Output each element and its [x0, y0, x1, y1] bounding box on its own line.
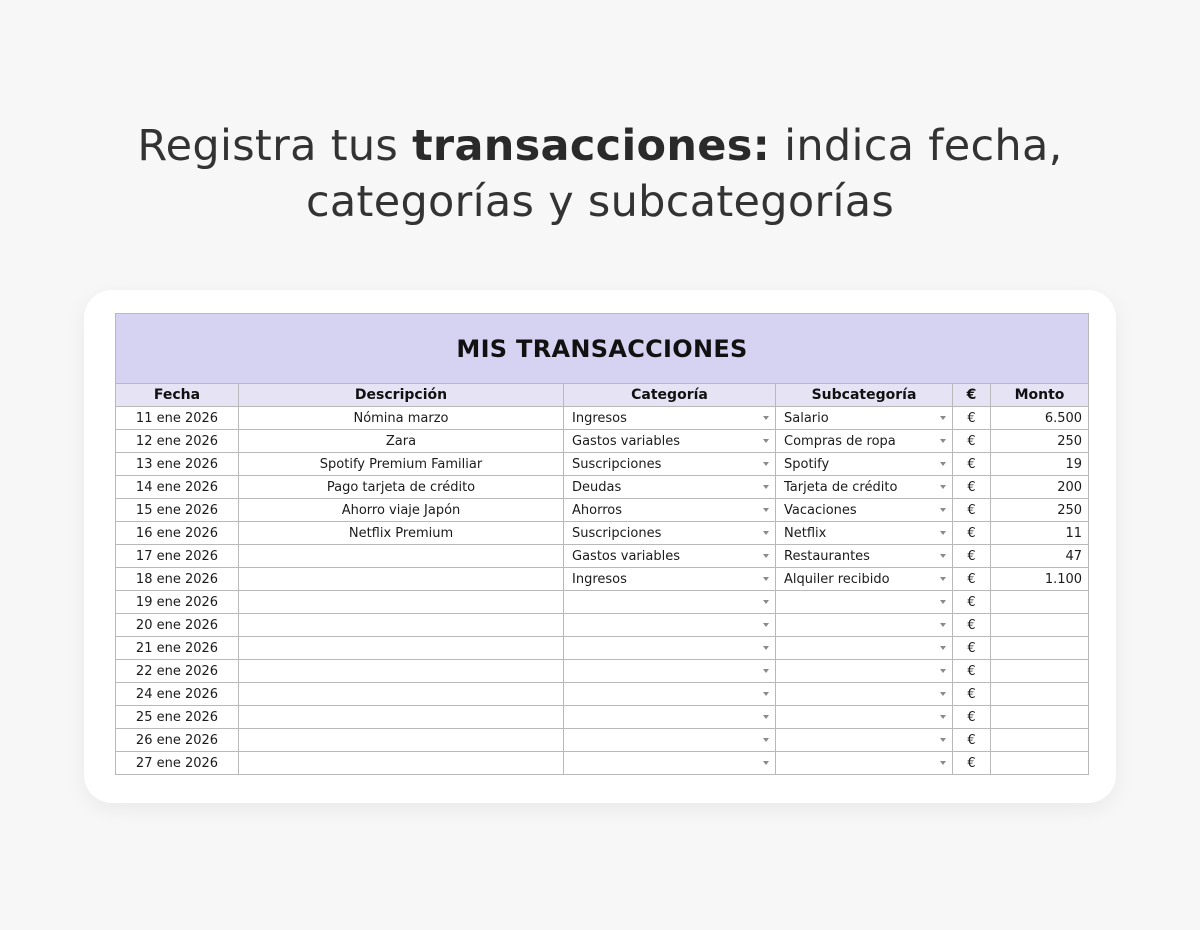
cell-descripcion-value: Zara: [385, 433, 417, 449]
cell-currency[interactable]: [953, 476, 991, 499]
cell-monto[interactable]: [991, 683, 1089, 706]
cell-descripcion-value: Nómina marzo: [353, 410, 449, 426]
column-header-subcategoria[interactable]: Subcategoría: [776, 384, 953, 407]
cell-currency-value: €: [967, 410, 976, 426]
cell-descripcion[interactable]: [239, 430, 564, 453]
cell-currency[interactable]: [953, 407, 991, 430]
cell-currency[interactable]: [953, 453, 991, 476]
chevron-down-icon[interactable]: [940, 738, 946, 742]
table-row: [116, 729, 1089, 752]
cell-subcategoria-dropdown-value: Vacaciones: [784, 502, 857, 518]
cell-fecha-value: 20 ene 2026: [135, 617, 219, 633]
cell-monto[interactable]: [991, 407, 1089, 430]
cell-categoria-dropdown-value: Gastos variables: [572, 548, 680, 564]
cell-subcategoria-dropdown[interactable]: [776, 637, 953, 660]
cell-monto[interactable]: [991, 522, 1089, 545]
chevron-down-icon[interactable]: [763, 669, 769, 673]
cell-fecha-value: 15 ene 2026: [135, 502, 219, 518]
cell-fecha[interactable]: [116, 660, 239, 683]
cell-descripcion[interactable]: [239, 683, 564, 706]
cell-categoria-dropdown[interactable]: [564, 637, 776, 660]
cell-categoria-dropdown[interactable]: [564, 660, 776, 683]
table-row: [116, 407, 1089, 430]
chevron-down-icon[interactable]: [940, 508, 946, 512]
chevron-down-icon[interactable]: [763, 738, 769, 742]
cell-categoria-dropdown[interactable]: [564, 430, 776, 453]
cell-subcategoria-dropdown[interactable]: [776, 499, 953, 522]
column-header-currency[interactable]: €: [953, 384, 991, 407]
cell-monto-value: 1.100: [1044, 571, 1083, 587]
chevron-down-icon[interactable]: [763, 715, 769, 719]
cell-descripcion[interactable]: [239, 752, 564, 775]
table-row: [116, 453, 1089, 476]
cell-categoria-dropdown[interactable]: [564, 453, 776, 476]
cell-categoria-dropdown[interactable]: [564, 706, 776, 729]
cell-fecha[interactable]: [116, 591, 239, 614]
chevron-down-icon[interactable]: [763, 577, 769, 581]
cell-descripcion[interactable]: [239, 407, 564, 430]
cell-subcategoria-dropdown[interactable]: [776, 407, 953, 430]
cell-descripcion-value: Netflix Premium: [348, 525, 454, 541]
chevron-down-icon[interactable]: [940, 439, 946, 443]
headline-line-1: [0, 118, 1200, 174]
cell-fecha[interactable]: [116, 568, 239, 591]
cell-categoria-dropdown-value: Ahorros: [572, 502, 622, 518]
chevron-down-icon[interactable]: [940, 462, 946, 466]
cell-monto[interactable]: [991, 660, 1089, 683]
chevron-down-icon[interactable]: [763, 623, 769, 627]
cell-monto[interactable]: [991, 476, 1089, 499]
cell-monto-value: 19: [1065, 456, 1083, 472]
cell-currency[interactable]: [953, 591, 991, 614]
cell-fecha[interactable]: [116, 522, 239, 545]
cell-monto[interactable]: [991, 752, 1089, 775]
table-row: [116, 522, 1089, 545]
table-row: [116, 591, 1089, 614]
table-row: [116, 706, 1089, 729]
cell-currency-value: €: [967, 663, 976, 679]
chevron-down-icon[interactable]: [763, 761, 769, 765]
cell-currency[interactable]: [953, 568, 991, 591]
chevron-down-icon[interactable]: [940, 692, 946, 696]
cell-subcategoria-dropdown[interactable]: [776, 476, 953, 499]
cell-descripcion[interactable]: [239, 614, 564, 637]
chevron-down-icon[interactable]: [763, 439, 769, 443]
cell-monto[interactable]: [991, 453, 1089, 476]
cell-currency-value: €: [967, 640, 976, 656]
headline-line-2: categorías y subcategorías: [305, 177, 895, 227]
cell-categoria-dropdown[interactable]: [564, 614, 776, 637]
column-header-descripcion[interactable]: Descripción: [239, 384, 564, 407]
cell-currency-value: €: [967, 479, 976, 495]
headline-bold-text: transacciones:: [412, 121, 771, 171]
cell-subcategoria-dropdown[interactable]: [776, 614, 953, 637]
table-row: [116, 545, 1089, 568]
spreadsheet-card: [84, 290, 1116, 803]
cell-subcategoria-dropdown[interactable]: [776, 568, 953, 591]
cell-categoria-dropdown[interactable]: [564, 591, 776, 614]
cell-fecha[interactable]: [116, 407, 239, 430]
cell-currency-value: €: [967, 732, 976, 748]
cell-currency-value: €: [967, 502, 976, 518]
cell-descripcion[interactable]: [239, 637, 564, 660]
cell-currency[interactable]: [953, 683, 991, 706]
chevron-down-icon[interactable]: [940, 669, 946, 673]
table-row: [116, 683, 1089, 706]
cell-monto-value: 250: [1057, 433, 1083, 449]
cell-monto[interactable]: [991, 591, 1089, 614]
cell-monto[interactable]: [991, 568, 1089, 591]
cell-categoria-dropdown-value: Ingresos: [572, 410, 627, 426]
cell-currency-value: €: [967, 709, 976, 725]
cell-fecha[interactable]: [116, 729, 239, 752]
cell-subcategoria-dropdown[interactable]: [776, 430, 953, 453]
chevron-down-icon[interactable]: [940, 600, 946, 604]
cell-fecha[interactable]: [116, 453, 239, 476]
cell-currency-value: €: [967, 686, 976, 702]
cell-subcategoria-dropdown[interactable]: [776, 683, 953, 706]
table-row: [116, 660, 1089, 683]
cell-fecha-value: 17 ene 2026: [135, 548, 219, 564]
cell-monto-value: 250: [1057, 502, 1083, 518]
chevron-down-icon[interactable]: [763, 462, 769, 466]
cell-subcategoria-dropdown-value: Compras de ropa: [784, 433, 896, 449]
cell-fecha-value: 11 ene 2026: [135, 410, 219, 426]
cell-fecha[interactable]: [116, 752, 239, 775]
cell-currency[interactable]: [953, 614, 991, 637]
chevron-down-icon[interactable]: [940, 485, 946, 489]
cell-subcategoria-dropdown-value: Restaurantes: [784, 548, 870, 564]
cell-currency-value: €: [967, 456, 976, 472]
cell-fecha[interactable]: [116, 499, 239, 522]
cell-currency[interactable]: [953, 706, 991, 729]
cell-currency[interactable]: [953, 752, 991, 775]
cell-currency[interactable]: [953, 522, 991, 545]
chevron-down-icon[interactable]: [763, 646, 769, 650]
cell-fecha-value: 12 ene 2026: [135, 433, 219, 449]
cell-fecha-value: 19 ene 2026: [135, 594, 219, 610]
column-header-fecha[interactable]: Fecha: [116, 384, 239, 407]
chevron-down-icon[interactable]: [763, 600, 769, 604]
table-row: [116, 614, 1089, 637]
cell-descripcion[interactable]: [239, 706, 564, 729]
cell-monto-value: 11: [1065, 525, 1083, 541]
table-row: [116, 430, 1089, 453]
cell-fecha-value: 21 ene 2026: [135, 640, 219, 656]
cell-descripcion[interactable]: [239, 729, 564, 752]
cell-currency[interactable]: [953, 499, 991, 522]
cell-fecha-value: 26 ene 2026: [135, 732, 219, 748]
cell-descripcion-value: Ahorro viaje Japón: [341, 502, 461, 518]
chevron-down-icon[interactable]: [940, 577, 946, 581]
transactions-table: [115, 313, 1089, 775]
cell-currency-value: €: [967, 594, 976, 610]
cell-currency-value: €: [967, 755, 976, 771]
cell-monto-value: 6.500: [1044, 410, 1083, 426]
cell-descripcion-value: Pago tarjeta de crédito: [326, 479, 476, 495]
cell-fecha[interactable]: [116, 476, 239, 499]
cell-categoria-dropdown[interactable]: [564, 729, 776, 752]
cell-currency[interactable]: [953, 545, 991, 568]
cell-currency-value: €: [967, 548, 976, 564]
cell-fecha[interactable]: [116, 683, 239, 706]
cell-currency-value: €: [967, 617, 976, 633]
cell-categoria-dropdown-value: Deudas: [572, 479, 622, 495]
cell-fecha-value: 22 ene 2026: [135, 663, 219, 679]
cell-categoria-dropdown[interactable]: [564, 545, 776, 568]
cell-descripcion[interactable]: [239, 522, 564, 545]
cell-categoria-dropdown[interactable]: [564, 752, 776, 775]
cell-subcategoria-dropdown-value: Alquiler recibido: [784, 571, 890, 587]
cell-descripcion[interactable]: [239, 545, 564, 568]
cell-currency[interactable]: [953, 729, 991, 752]
cell-categoria-dropdown-value: Suscripciones: [572, 456, 662, 472]
table-row: [116, 499, 1089, 522]
chevron-down-icon[interactable]: [940, 623, 946, 627]
cell-categoria-dropdown[interactable]: [564, 499, 776, 522]
cell-descripcion[interactable]: [239, 568, 564, 591]
table-row: [116, 752, 1089, 775]
cell-fecha-value: 25 ene 2026: [135, 709, 219, 725]
cell-currency[interactable]: [953, 430, 991, 453]
cell-subcategoria-dropdown[interactable]: [776, 706, 953, 729]
table-row: [116, 637, 1089, 660]
cell-fecha[interactable]: [116, 430, 239, 453]
cell-subcategoria-dropdown[interactable]: [776, 453, 953, 476]
chevron-down-icon[interactable]: [940, 715, 946, 719]
cell-monto-value: 47: [1065, 548, 1083, 564]
cell-subcategoria-dropdown[interactable]: [776, 729, 953, 752]
cell-subcategoria-dropdown[interactable]: [776, 522, 953, 545]
cell-monto[interactable]: [991, 614, 1089, 637]
cell-categoria-dropdown[interactable]: [564, 476, 776, 499]
chevron-down-icon[interactable]: [763, 692, 769, 696]
cell-categoria-dropdown-value: Suscripciones: [572, 525, 662, 541]
cell-currency-value: €: [967, 571, 976, 587]
headline-text-2: indica fecha,: [770, 121, 1063, 171]
cell-monto[interactable]: [991, 637, 1089, 660]
cell-categoria-dropdown[interactable]: [564, 568, 776, 591]
cell-subcategoria-dropdown-value: Tarjeta de crédito: [784, 479, 898, 495]
cell-fecha-value: 14 ene 2026: [135, 479, 219, 495]
cell-monto[interactable]: [991, 430, 1089, 453]
cell-categoria-dropdown[interactable]: [564, 683, 776, 706]
chevron-down-icon[interactable]: [763, 554, 769, 558]
cell-fecha-value: 18 ene 2026: [135, 571, 219, 587]
cell-fecha-value: 16 ene 2026: [135, 525, 219, 541]
cell-monto[interactable]: [991, 729, 1089, 752]
chevron-down-icon[interactable]: [940, 646, 946, 650]
cell-fecha[interactable]: [116, 637, 239, 660]
chevron-down-icon[interactable]: [940, 531, 946, 535]
sheet-title: MIS TRANSACCIONES: [116, 314, 1089, 384]
table-row: [116, 476, 1089, 499]
table-body: [116, 407, 1089, 775]
headline-text-1: Registra tus: [137, 121, 413, 171]
cell-descripcion[interactable]: [239, 591, 564, 614]
cell-descripcion-value: Spotify Premium Familiar: [319, 456, 483, 472]
cell-fecha-value: 13 ene 2026: [135, 456, 219, 472]
cell-currency-value: €: [967, 525, 976, 541]
cell-subcategoria-dropdown[interactable]: [776, 660, 953, 683]
cell-subcategoria-dropdown-value: Netflix: [784, 525, 827, 541]
cell-monto[interactable]: [991, 499, 1089, 522]
cell-currency[interactable]: [953, 637, 991, 660]
chevron-down-icon[interactable]: [940, 416, 946, 420]
cell-descripcion[interactable]: [239, 476, 564, 499]
cell-subcategoria-dropdown-value: Salario: [784, 410, 829, 426]
chevron-down-icon[interactable]: [763, 508, 769, 512]
cell-categoria-dropdown[interactable]: [564, 407, 776, 430]
cell-descripcion[interactable]: [239, 453, 564, 476]
cell-fecha-value: 24 ene 2026: [135, 686, 219, 702]
chevron-down-icon[interactable]: [763, 485, 769, 489]
cell-subcategoria-dropdown[interactable]: [776, 545, 953, 568]
cell-descripcion[interactable]: [239, 660, 564, 683]
cell-categoria-dropdown-value: Gastos variables: [572, 433, 680, 449]
chevron-down-icon[interactable]: [763, 416, 769, 420]
column-header-categoria[interactable]: Categoría: [564, 384, 776, 407]
cell-fecha[interactable]: [116, 545, 239, 568]
cell-currency-value: €: [967, 433, 976, 449]
page-headline: [0, 118, 1200, 230]
cell-subcategoria-dropdown[interactable]: [776, 752, 953, 775]
cell-fecha[interactable]: [116, 706, 239, 729]
column-header-monto[interactable]: Monto: [991, 384, 1089, 407]
chevron-down-icon[interactable]: [940, 554, 946, 558]
header-row: [116, 384, 1089, 407]
table-row: [116, 568, 1089, 591]
chevron-down-icon[interactable]: [763, 531, 769, 535]
cell-subcategoria-dropdown-value: Spotify: [784, 456, 830, 472]
cell-categoria-dropdown-value: Ingresos: [572, 571, 627, 587]
cell-fecha[interactable]: [116, 614, 239, 637]
cell-subcategoria-dropdown[interactable]: [776, 591, 953, 614]
cell-categoria-dropdown[interactable]: [564, 522, 776, 545]
cell-fecha-value: 27 ene 2026: [135, 755, 219, 771]
cell-monto[interactable]: [991, 706, 1089, 729]
chevron-down-icon[interactable]: [940, 761, 946, 765]
cell-monto[interactable]: [991, 545, 1089, 568]
cell-descripcion[interactable]: [239, 499, 564, 522]
cell-monto-value: 200: [1057, 479, 1083, 495]
cell-currency[interactable]: [953, 660, 991, 683]
